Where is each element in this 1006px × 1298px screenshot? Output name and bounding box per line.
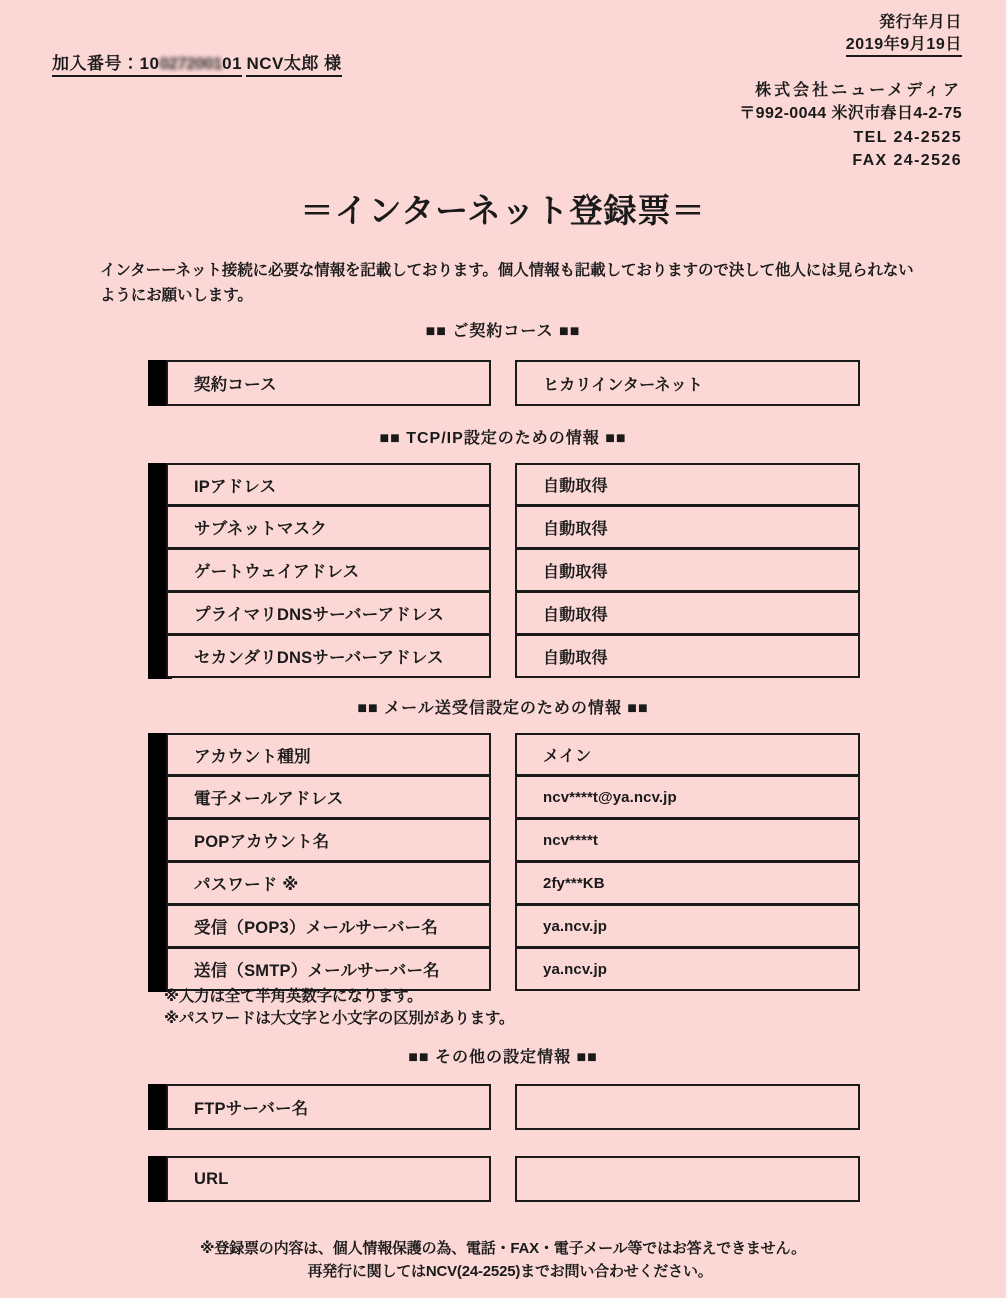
- cell-label: ゲートウェイアドレス: [166, 549, 491, 592]
- mail-note-1: ※入力は全て半角英数字になります。: [164, 988, 423, 1005]
- cell-label: FTPサーバー名: [166, 1084, 491, 1130]
- cell-value: 2fy***KB: [515, 862, 860, 905]
- table-row: [148, 776, 860, 819]
- cell-value: [515, 1084, 860, 1130]
- cell-label: サブネットマスク: [166, 506, 491, 549]
- table-row: [148, 635, 860, 678]
- cell-value: ya.ncv.jp: [515, 905, 860, 948]
- section-heading-contract-course: ■■ ご契約コース ■■: [425, 323, 581, 340]
- company-name: 株式会社ニューメディア: [755, 82, 962, 100]
- table-row: [148, 733, 860, 776]
- company-block: [739, 79, 962, 172]
- issue-date-value: 2019年9月19日: [846, 34, 962, 58]
- table-row: [148, 862, 860, 905]
- table-row: [148, 948, 860, 991]
- cell-label: 契約コース: [166, 360, 491, 406]
- cell-value: メイン: [515, 733, 860, 776]
- cell-label: POPアカウント名: [166, 819, 491, 862]
- cell-label: セカンダリDNSサーバーアドレス: [166, 635, 491, 678]
- table-row: [148, 506, 860, 549]
- footer-note-line2: 再発行に関してはNCV(24-2525)までお問い合わせください。: [307, 1262, 713, 1280]
- cell-label: アカウント種別: [166, 733, 491, 776]
- section-heading-mail: ■■ メール送受信設定のための情報 ■■: [357, 700, 649, 717]
- subscriber-number-suffix: 01: [222, 54, 243, 73]
- cell-value: ya.ncv.jp: [515, 948, 860, 991]
- subscriber-number-masked: 0272001: [159, 54, 223, 73]
- cell-label: IPアドレス: [166, 463, 491, 506]
- company-telephone: TEL 24-2525: [853, 128, 962, 146]
- cell-label: 受信（POP3）メールサーバー名: [166, 905, 491, 948]
- table-row: [148, 819, 860, 862]
- footer-note-line1: ※登録票の内容は、個人情報保護の為、電話・FAX・電子メール等ではお答えできません。: [200, 1240, 806, 1257]
- table-tcpip: [148, 463, 860, 678]
- cell-value: 自動取得: [515, 463, 860, 506]
- cell-value: ヒカリインターネット: [515, 360, 860, 406]
- intro-paragraph: インターーネット接続に必要な情報を記載しております。個人情報も記載しておりますので決して他人には見られないようにお願いします。: [100, 262, 914, 305]
- table-ftp: [148, 1084, 860, 1130]
- table-url: [148, 1156, 860, 1202]
- table-mail: [148, 733, 860, 991]
- cell-label: パスワード ※: [166, 862, 491, 905]
- cell-label: URL: [166, 1156, 491, 1202]
- table-row: [148, 592, 860, 635]
- header-right: [739, 12, 962, 172]
- cell-label: プライマリDNSサーバーアドレス: [166, 592, 491, 635]
- cell-value: [515, 1156, 860, 1202]
- table-row: [148, 360, 860, 406]
- table-row: [148, 549, 860, 592]
- header-left: [52, 28, 472, 77]
- cell-label: 電子メールアドレス: [166, 776, 491, 819]
- issue-date-label: 発行年月日: [878, 14, 962, 31]
- footer-note: [0, 1238, 1006, 1283]
- mail-notes: [164, 986, 514, 1030]
- table-contract-course: [148, 360, 860, 406]
- subscriber-number-prefix: 10: [139, 54, 160, 73]
- table-row: [148, 1084, 860, 1130]
- cell-value: 自動取得: [515, 635, 860, 678]
- cell-value: ncv****t: [515, 819, 860, 862]
- subscriber-number: [52, 49, 242, 77]
- subscriber-number-label: 加入番号：: [52, 54, 140, 73]
- section-heading-other: ■■ その他の設定情報 ■■: [408, 1049, 598, 1066]
- section-heading-tcpip: ■■ TCP/IP設定のための情報 ■■: [379, 430, 627, 447]
- cell-value: 自動取得: [515, 592, 860, 635]
- cell-value: 自動取得: [515, 549, 860, 592]
- table-row: [148, 1156, 860, 1202]
- page-title: ＝インターネット登録票＝: [300, 192, 706, 229]
- customer-name: NCV太郎 様: [246, 49, 341, 77]
- table-row: [148, 463, 860, 506]
- cell-value: 自動取得: [515, 506, 860, 549]
- company-address: 〒992-0044 米沢市春日4-2-75: [739, 105, 962, 123]
- table-row: [148, 905, 860, 948]
- cell-value: ncv****t@ya.ncv.jp: [515, 776, 860, 819]
- mail-note-2: ※パスワードは大文字と小文字の区別があります。: [164, 1010, 515, 1027]
- company-fax: FAX 24-2526: [852, 151, 962, 169]
- cell-label: 送信（SMTP）メールサーバー名: [166, 948, 491, 991]
